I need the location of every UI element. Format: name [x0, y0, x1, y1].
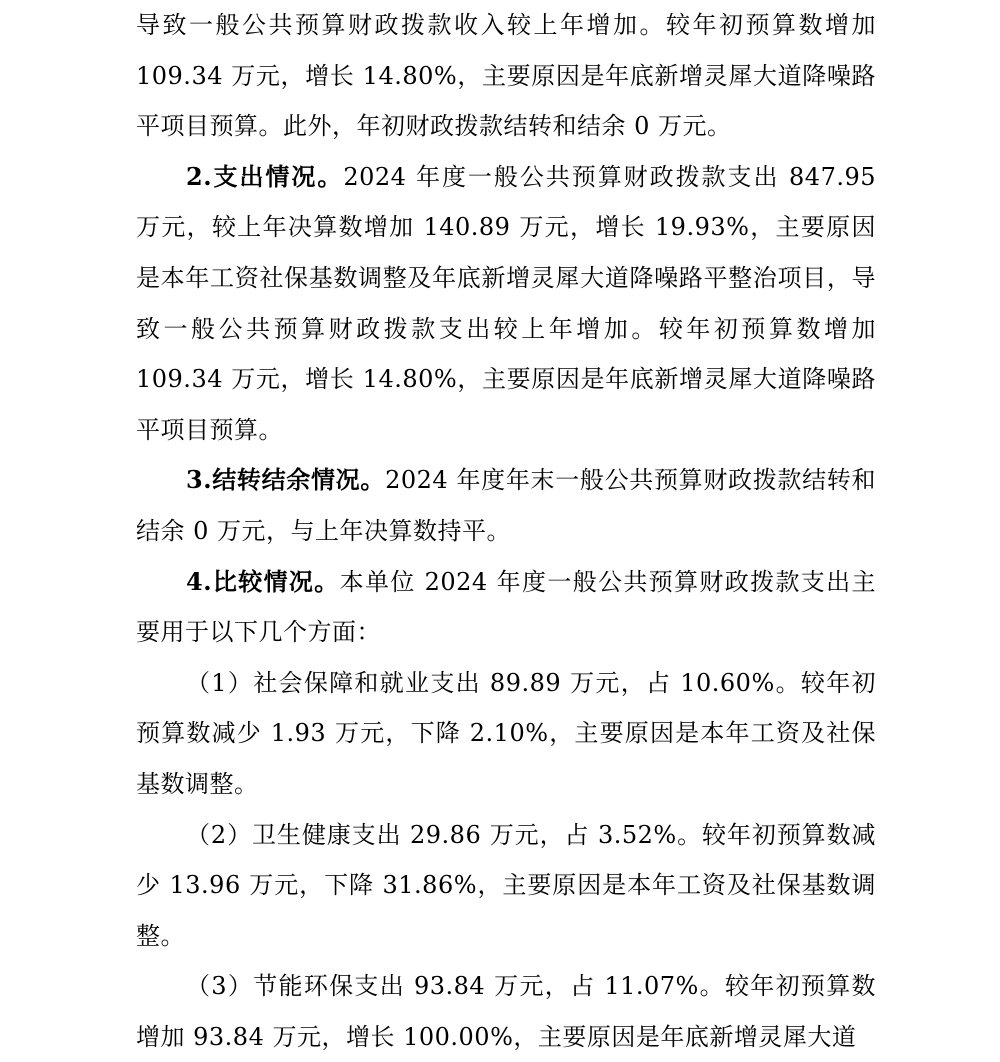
heading-carryover: 3.结转结余情况。 [186, 465, 386, 495]
paragraph-income-continued: 导致一般公共预算财政拨款收入较上年增加。较年初预算数增加109.34 万元，增长 14.80%，主要原因是年底新增灵犀大道降噪路平项目预算。此外，年初财政拨款结转和结余 0 万元。 [136, 11, 876, 141]
paragraph-health: （2）卫生健康支出 29.86 万元，占 3.52%。较年初预算数减少 13.96 万元，下降 31.86%，主要原因是本年工资及社保基数调整。 [136, 820, 876, 950]
heading-comparison: 4.比较情况。 [186, 566, 340, 596]
text-expenditure: 2024 年度一般公共预算财政拨款支出 847.95 万元，较上年决算数增加 140.89 万元，增长 19.93%，主要原因是本年工资社保基数调整及年底新增灵犀大道降噪路平整治项目，导致一般公共预算财政拨款支出较上年增加。较年初预算数增加109.34 万元，增长 14.80%，主要原因是年底新增灵犀大道降噪路平项目预算。 [136, 162, 877, 444]
text-carryover: 2024 年度年末一般公共预算财政拨款结转和结余 0 万元，与上年决算数持平。 [136, 466, 876, 545]
heading-expenditure: 2.支出情况。 [186, 161, 344, 191]
paragraph-environment: （3）节能环保支出 93.84 万元，占 11.07%。较年初预算数增加 93.84 万元，增长 100.00%，主要原因是年底新增灵犀大道 [136, 972, 876, 1051]
paragraph-expenditure [136, 152, 876, 456]
text-comparison: 本单位 2024 年度一般公共预算财政拨款支出主要用于以下几个方面： [136, 567, 876, 647]
document-body [136, 0, 876, 1062]
paragraph-carryover [136, 455, 876, 556]
paragraph-social-security: （1）社会保障和就业支出 89.89 万元，占 10.60%。较年初预算数减少 1.93 万元，下降 2.10%，主要原因是本年工资及社保基数调整。 [136, 668, 876, 798]
paragraph-comparison [136, 557, 876, 658]
